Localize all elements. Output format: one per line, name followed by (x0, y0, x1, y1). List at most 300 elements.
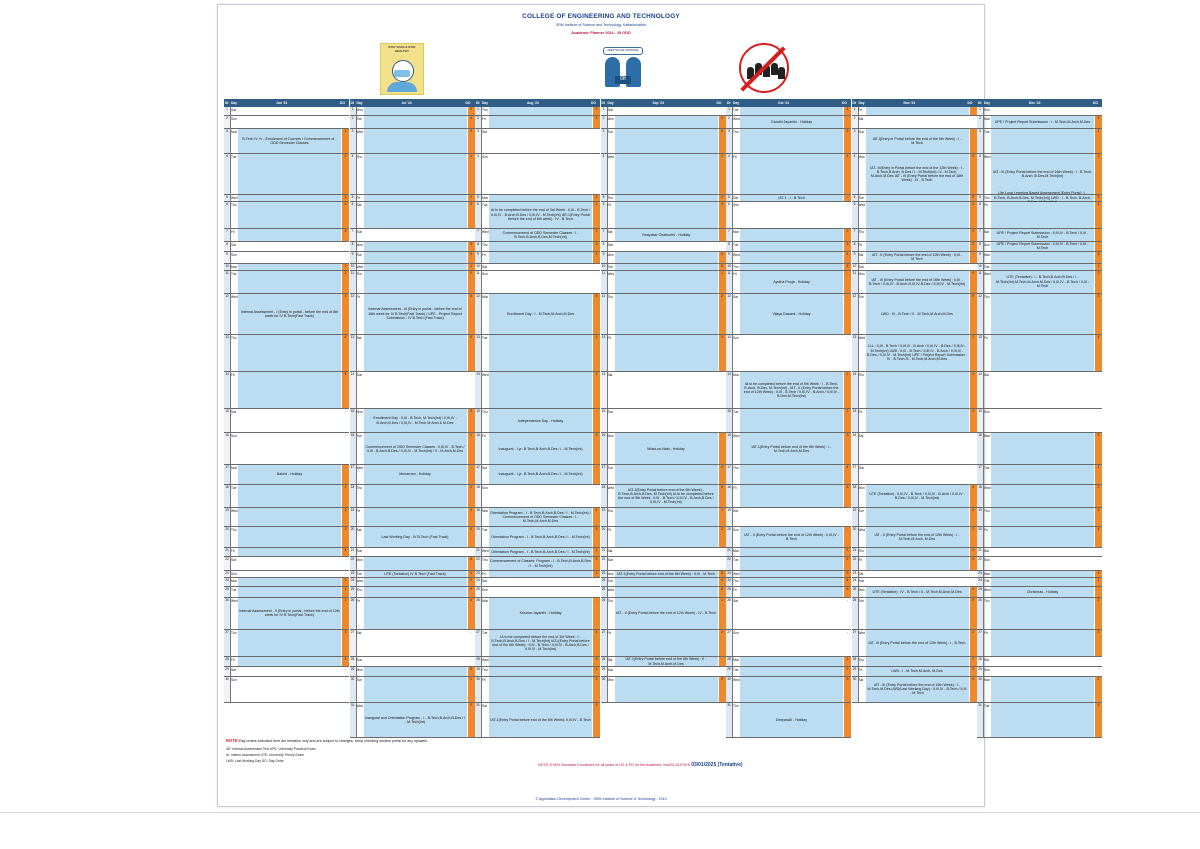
day-row (726, 527, 851, 548)
day-row (852, 202, 977, 229)
day-row (726, 252, 851, 264)
event-cell (489, 195, 592, 201)
date-cell: 13 (224, 335, 231, 371)
date-cell: 3 (726, 129, 733, 153)
date-cell: 17 (350, 465, 357, 483)
day-row (852, 271, 977, 294)
event-cell (238, 107, 341, 115)
date-cell: 14 (224, 372, 231, 409)
date-cell: 9 (977, 252, 984, 263)
day-header: Day (733, 101, 740, 105)
event-cell (615, 667, 718, 676)
weekday-cell: Mon (858, 271, 865, 276)
day-order-cell: 5 (593, 195, 600, 201)
weekday-cell: Thu (356, 588, 362, 593)
day-order-cell: - (719, 433, 726, 464)
date-cell: 30 (977, 677, 984, 702)
weekday-cell: Thu (356, 271, 362, 276)
date-cell: 13 (726, 335, 733, 371)
weekday-cell: Wed (858, 527, 865, 532)
day-order-cell: - (1095, 657, 1102, 666)
weekday-cell: Sat (231, 242, 236, 247)
day-order-cell: 2 (970, 372, 977, 409)
event-cell (740, 598, 843, 629)
event-cell: Internal Assessment - II (Entry in portal - before the end of 12th week for IV B.Tech(Fast Track) (238, 598, 341, 629)
stay-safe-text: STAY SAFE & STAY HEALTHY (388, 45, 416, 53)
date-cell: 9 (726, 252, 733, 263)
date-cell: 12 (601, 294, 608, 334)
weekday-cell: Fri (356, 294, 361, 299)
day-order-cell: 1 (1095, 465, 1102, 483)
day-order-cell: 1 (593, 548, 600, 557)
date-cell: 7 (726, 229, 733, 241)
weekday-cell: Mon (482, 294, 489, 299)
weekday-cell: Fri (733, 155, 737, 160)
date-cell: 10 (224, 264, 231, 270)
weekday-cell: Mon (482, 509, 489, 514)
day-row (224, 129, 349, 154)
weekday-cell: Thu (984, 195, 990, 200)
date-cell: 6 (852, 202, 859, 228)
event-cell: Krishna Jayanthi - Holiday (489, 598, 592, 629)
day-order-cell: 1 (844, 372, 851, 409)
day-order-cell: 5 (970, 294, 977, 334)
day-order-cell: - (1095, 372, 1102, 409)
day-row (601, 116, 726, 129)
weekday-cell: Fri (984, 631, 988, 636)
weekday-cell: Wed (984, 485, 991, 490)
day-order-cell: - (468, 630, 475, 656)
date-cell: 2 (726, 116, 733, 128)
dt-header: Dt (350, 101, 354, 105)
day-row (475, 703, 600, 738)
weekday-cell: Tue (356, 677, 362, 682)
weekday-cell: Sun (858, 578, 865, 583)
day-order-cell: 2 (970, 657, 977, 666)
month-column (726, 99, 851, 738)
event-cell (991, 264, 1094, 270)
date-cell: 29 (224, 667, 231, 676)
event-cell (991, 433, 1094, 464)
day-row (977, 508, 1102, 526)
weekday-cell: Wed (231, 294, 238, 299)
weekday-cell: Sat (858, 677, 864, 682)
day-order-cell: - (844, 294, 851, 334)
date-cell: 18 (601, 485, 608, 508)
date-cell: 23 (350, 571, 357, 577)
date-cell: 7 (224, 229, 231, 241)
legend-line: IA: Interim Assessment UTE: University Theory Exam (226, 753, 304, 757)
day-row (350, 485, 475, 509)
event-cell: IAT-1(Entry Portal before end of the 6th Week) : II,III - M.Tech (615, 571, 718, 577)
date-cell: 4 (852, 154, 859, 193)
event-cell: Vijaya Dasami - Holiday (740, 294, 843, 334)
date-cell: 14 (852, 372, 859, 409)
event-cell (489, 372, 592, 409)
event-cell: IAT-1(Entry Portal before end of the 6th Week): II,III,IV - B.Tech (489, 703, 592, 737)
day-row (852, 527, 977, 548)
weekday-cell: Mon (607, 252, 614, 257)
date-cell: 22 (350, 557, 357, 569)
day-row (726, 229, 851, 242)
day-row (224, 116, 349, 129)
event-cell (364, 677, 467, 702)
weekday-cell: Mon (984, 116, 991, 121)
dt-header: Dt (601, 101, 605, 105)
weekday-cell: Sat (356, 202, 362, 207)
weekday-cell: Sun (858, 466, 865, 471)
event-cell (489, 587, 592, 597)
date-cell: 24 (224, 578, 231, 587)
legend-line: LWD: Last Working Day DO: Day Order (226, 759, 284, 763)
day-order-cell: 1 (468, 433, 475, 464)
day-row (224, 195, 349, 202)
date-cell: 7 (475, 229, 482, 241)
day-order-cell: 3 (970, 242, 977, 251)
weekday-cell: Wed (858, 335, 865, 340)
day-order-cell: 4 (844, 578, 851, 587)
day-row (601, 667, 726, 677)
day-row (726, 264, 851, 271)
date-cell: 24 (726, 578, 733, 587)
weekday-cell: Wed (356, 578, 363, 583)
weekday-cell: Thu (733, 264, 739, 269)
weekday-cell: Tue (984, 703, 990, 708)
day-order-cell: 5 (844, 587, 851, 597)
month-column (475, 99, 600, 738)
weekday-cell: Wed (607, 271, 614, 276)
event-cell (489, 154, 592, 193)
day-order-cell: 4 (593, 630, 600, 656)
event-cell (364, 335, 467, 371)
date-cell: 1 (601, 107, 608, 115)
date-cell: 6 (977, 202, 984, 228)
event-cell (615, 465, 718, 483)
event-cell (866, 433, 969, 464)
day-row (726, 433, 851, 465)
month-column (350, 99, 475, 738)
weekday-cell: Fri (984, 202, 988, 207)
weekday-cell: Wed (482, 548, 489, 553)
date-cell: 16 (977, 433, 984, 464)
event-cell (238, 677, 341, 702)
day-order-cell: 3 (970, 667, 977, 676)
day-row (475, 202, 600, 229)
date-cell: 8 (350, 242, 357, 251)
day-row (852, 154, 977, 194)
event-cell (615, 116, 718, 128)
day-order-cell: 4 (468, 242, 475, 251)
event-cell (991, 465, 1094, 483)
event-cell (489, 107, 592, 115)
date-cell: 14 (350, 372, 357, 409)
day-row (852, 195, 977, 202)
day-row (726, 129, 851, 154)
day-row (350, 557, 475, 570)
date-cell: 15 (601, 409, 608, 432)
date-cell: 1 (977, 107, 984, 115)
event-cell: IAT- III (Entry Portal before the end of 12th Week) : I - B.Tech (866, 630, 969, 656)
date-cell: 25 (350, 587, 357, 597)
event-cell (740, 409, 843, 432)
event-cell (238, 409, 341, 432)
day-order-cell: 5 (719, 264, 726, 270)
date-cell: 26 (475, 598, 482, 629)
weekday-cell: Sat (482, 703, 487, 708)
event-cell (238, 252, 341, 263)
weekday-cell: Tue (356, 571, 362, 576)
event-cell (364, 107, 467, 115)
date-cell: 30 (601, 677, 608, 702)
event-cell: Internal Assessment - I (Entry in portal - before the end of 6th week for IV B.Tech(Fast Track) (238, 294, 341, 334)
day-order-cell: 2 (468, 195, 475, 201)
date-cell: 2 (475, 116, 482, 128)
date-cell: 15 (475, 409, 482, 432)
weekday-cell: Sat (356, 631, 362, 636)
weekday-cell: Wed (356, 703, 363, 708)
date-cell: 2 (852, 116, 859, 128)
day-order-cell: 2 (593, 557, 600, 569)
event-cell (238, 116, 341, 128)
note-label: NOTE: (226, 738, 240, 743)
day-row (977, 578, 1102, 588)
day-order-cell: 4 (844, 252, 851, 263)
weekday-cell: Wed (733, 677, 740, 682)
weekday-cell: Sun (733, 527, 739, 532)
date-cell: 28 (852, 657, 859, 666)
day-row (977, 229, 1102, 242)
day-row (977, 154, 1102, 194)
day-row (601, 557, 726, 570)
event-cell (991, 202, 1094, 228)
event-cell (740, 630, 843, 656)
day-row (601, 485, 726, 509)
day-row (350, 587, 475, 598)
day-row (224, 548, 349, 558)
day-order-cell: 1 (468, 264, 475, 270)
day-row (977, 571, 1102, 578)
day-order-cell: 1 (342, 587, 349, 597)
day-row (350, 630, 475, 657)
day-row (475, 264, 600, 271)
month-name: Aug '24 (527, 101, 539, 105)
event-cell (489, 667, 592, 676)
day-order-cell: 1 (719, 508, 726, 525)
day-row (601, 409, 726, 433)
day-row (977, 667, 1102, 677)
day-row (726, 485, 851, 509)
event-cell: LWD : IV - B.Tech / II - M.Tech,M.Arch,M.Des (866, 294, 969, 334)
event-cell (740, 129, 843, 153)
day-order-cell: 5 (970, 195, 977, 201)
stay-safe-poster (380, 43, 424, 95)
event-cell (238, 578, 341, 587)
date-cell: 16 (350, 433, 357, 464)
date-cell: 19 (852, 508, 859, 525)
event-cell: IAT - III (Entry Portal before the end of 16th Week) : II,III - B.Tech / II,III,IV - B.Arch /II,III,IV-B.Des / II,III,IV - M.Tech(Int) (866, 271, 969, 293)
weekday-cell: Mon (984, 677, 991, 682)
month-header (852, 99, 977, 107)
event-cell (489, 571, 592, 577)
weekday-cell: Mon (356, 242, 363, 247)
day-order-cell: 3 (342, 527, 349, 547)
day-order-cell: - (719, 409, 726, 432)
weekday-cell: Thu (482, 108, 488, 112)
event-cell: Milad-un-Nabi - Holiday (615, 433, 718, 464)
weekday-cell: Sat (231, 410, 236, 415)
day-order-cell: - (342, 107, 349, 115)
weekday-cell: Thu (733, 578, 739, 583)
date-cell: 31 (726, 703, 733, 737)
weekday-cell: Wed (858, 202, 865, 207)
weekday-cell: Sun (482, 155, 488, 160)
day-order-cell: 2 (468, 578, 475, 587)
day-row (852, 508, 977, 526)
day-order-cell: 4 (719, 252, 726, 263)
event-cell (866, 229, 969, 241)
note (226, 738, 428, 743)
month-column (224, 99, 349, 738)
do-header: DO (716, 101, 722, 105)
date-cell: 31 (475, 703, 482, 737)
day-order-cell: 2 (970, 548, 977, 557)
weekday-cell: Sun (858, 264, 865, 269)
weekday-cell: Tue (482, 335, 488, 340)
day-order-cell: 4 (468, 527, 475, 547)
weekday-cell: Fri (482, 677, 486, 682)
weekday-cell: Tue (607, 578, 613, 583)
day-order-cell: 4 (342, 202, 349, 228)
date-cell: 12 (852, 294, 859, 334)
event-cell (615, 107, 718, 115)
event-cell (238, 229, 341, 241)
day-row (475, 598, 600, 630)
day-order-cell: 2 (844, 557, 851, 569)
event-cell (615, 335, 718, 371)
day-row (224, 335, 349, 372)
weekday-cell: Sat (733, 195, 738, 200)
day-header: Day (858, 101, 865, 105)
event-cell (238, 335, 341, 371)
event-cell (740, 667, 843, 676)
event-cell (991, 598, 1094, 629)
day-row (726, 116, 851, 129)
event-cell: Inaugural - I yr- B.Tech,B.Arch,B.Des / I - M.Tech(Int) (489, 465, 592, 483)
date-cell: 29 (475, 667, 482, 676)
day-row (350, 703, 475, 738)
weekday-cell: Sun (607, 242, 614, 247)
event-cell: IAT - II (Entry Portal before the end of 12th Week) - IV - B.Tech (615, 598, 718, 629)
month-header (601, 99, 726, 107)
date-cell: 5 (977, 195, 984, 201)
event-cell (991, 677, 1094, 702)
month-column (977, 99, 1102, 738)
day-row (977, 465, 1102, 484)
event-cell (238, 195, 341, 201)
legend-line: IAT: Internal Assessment Test UPE: University Practical Exam (226, 747, 316, 751)
event-cell (615, 527, 718, 547)
date-cell: 17 (852, 465, 859, 483)
weekday-cell: Tue (482, 527, 488, 532)
event-cell (489, 485, 592, 508)
day-order-cell: - (1095, 229, 1102, 241)
weekday-cell: Mon (607, 434, 614, 439)
day-order-cell: - (593, 465, 600, 483)
weekday-cell: Fri (733, 588, 737, 593)
day-order-cell: 3 (468, 202, 475, 228)
event-cell (615, 129, 718, 153)
event-cell: UTE (Tentative) : I - B.Tech,B.Arch,B.Des / I - M.Tech(Int),M.Tech,M.Arch,M.Des / II,III,IV - B.Tech / II,III - M.Tech (991, 271, 1094, 293)
event-cell (740, 557, 843, 569)
weekday-cell: Mon (231, 578, 238, 583)
date-cell: 3 (224, 129, 231, 153)
date-cell: 30 (224, 677, 231, 702)
weekday-cell: Fri (231, 229, 235, 234)
weekday-cell: Sat (607, 548, 613, 553)
day-row (852, 264, 977, 271)
day-order-cell: - (593, 154, 600, 193)
event-cell (364, 154, 467, 193)
date-cell: 23 (224, 571, 231, 577)
event-cell (238, 557, 341, 569)
date-cell: 18 (977, 485, 984, 508)
day-row (350, 578, 475, 588)
day-row (475, 252, 600, 264)
event-cell (364, 578, 467, 587)
date-cell: 28 (350, 657, 357, 666)
day-order-cell: 4 (970, 271, 977, 293)
day-order-cell: 3 (719, 571, 726, 577)
date-cell: 17 (726, 465, 733, 483)
event-cell (866, 264, 969, 270)
day-row (852, 242, 977, 252)
event-cell (364, 508, 467, 525)
weekday-cell: Thu (858, 229, 864, 234)
social-distance-poster (603, 47, 643, 93)
event-cell (615, 154, 718, 193)
event-cell: Deepavali - Holiday (740, 703, 843, 737)
day-row (475, 548, 600, 558)
event-cell: Bakrid - Holiday (238, 465, 341, 483)
day-row (852, 433, 977, 465)
weekday-cell: Sun (984, 558, 990, 563)
day-order-cell: 3 (844, 571, 851, 577)
event-cell: Commencement of ODD Semester Classes : I - B.Tech,B.Arch,B.Des,M.Tech(Int) (489, 229, 592, 241)
date-cell: 20 (224, 527, 231, 547)
day-row (350, 264, 475, 271)
weekday-cell: Wed (482, 658, 489, 663)
day-order-cell: - (719, 557, 726, 569)
day-row (350, 129, 475, 154)
day-order-cell: 3 (844, 677, 851, 702)
date-cell: 21 (726, 548, 733, 557)
day-row (977, 195, 1102, 202)
event-cell (238, 657, 341, 666)
date-cell: 18 (475, 485, 482, 508)
day-header: Day (984, 101, 991, 105)
date-cell: 26 (350, 598, 357, 629)
day-order-cell: - (1095, 242, 1102, 251)
day-order-cell: - (719, 548, 726, 557)
day-order-cell: 5 (468, 129, 475, 153)
day-row (852, 587, 977, 598)
day-row (726, 508, 851, 526)
date-cell: 29 (726, 667, 733, 676)
month-header (224, 99, 349, 107)
day-order-cell: - (468, 372, 475, 409)
day-row (224, 587, 349, 598)
day-row (601, 229, 726, 242)
